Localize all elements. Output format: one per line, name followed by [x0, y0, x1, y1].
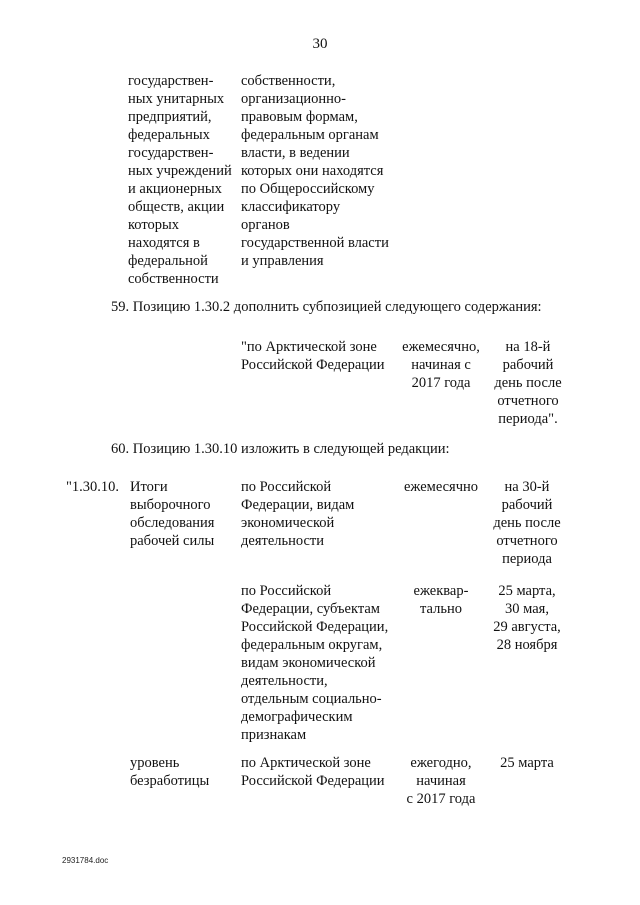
item-59-deadline-cell: на 18-й рабочий день после отчетного периода".: [494, 339, 562, 427]
footer-filename: 2931784.doc: [62, 856, 109, 865]
subposition-frequency-cell: ежегодно, начиная с 2017 года: [406, 755, 476, 807]
page-number: 30: [312, 36, 328, 52]
subposition-deadline-cell: 25 марта: [500, 755, 554, 771]
row-2-breakdown-cell: по Российской Федерации, субъектам Российской Федерации, федеральным округам, видам экономической деятельности, отдельным социально- демографическим признакам: [241, 583, 389, 743]
row-1-deadline-cell: на 30-й рабочий день после отчетного периода: [493, 479, 561, 567]
item-59-breakdown-cell: "по Арктической зоне Российской Федерации: [241, 339, 385, 373]
item-59-frequency-cell: ежемесячно, начиная с 2017 года: [402, 339, 480, 391]
position-code: "1.30.10.: [66, 479, 120, 495]
row-1-breakdown-cell: по Российской Федерации, видам экономической деятельности: [241, 479, 355, 549]
top-block-name-cell: государствен- ных унитарных предприятий, федеральных государствен- ных учреждений и акционерных обществ, акции которых находятся в федеральной собственности: [128, 73, 232, 287]
item-59-instruction: 59. Позицию 1.30.2 дополнить субпозицией следующего содержания:: [111, 299, 542, 315]
row-2-frequency-cell: ежеквар- тально: [413, 583, 469, 617]
subposition-name-cell: уровень безработицы: [130, 755, 210, 789]
row-1-frequency-cell: ежемесячно: [403, 479, 479, 495]
item-60-instruction: 60. Позицию 1.30.10 изложить в следующей редакции:: [111, 441, 450, 457]
position-name-cell: Итоги выборочного обследования рабочей силы: [130, 479, 215, 549]
subposition-breakdown-cell: по Арктической зоне Российской Федерации: [241, 755, 385, 789]
row-2-deadline-cell: 25 марта, 30 мая, 29 августа, 28 ноября: [493, 583, 561, 653]
top-block-breakdown-cell: собственности, организационно- правовым формам, федеральным органам власти, в ведении которых они находятся по Общероссийскому классификатору органов государственной власти и управления: [241, 73, 389, 269]
